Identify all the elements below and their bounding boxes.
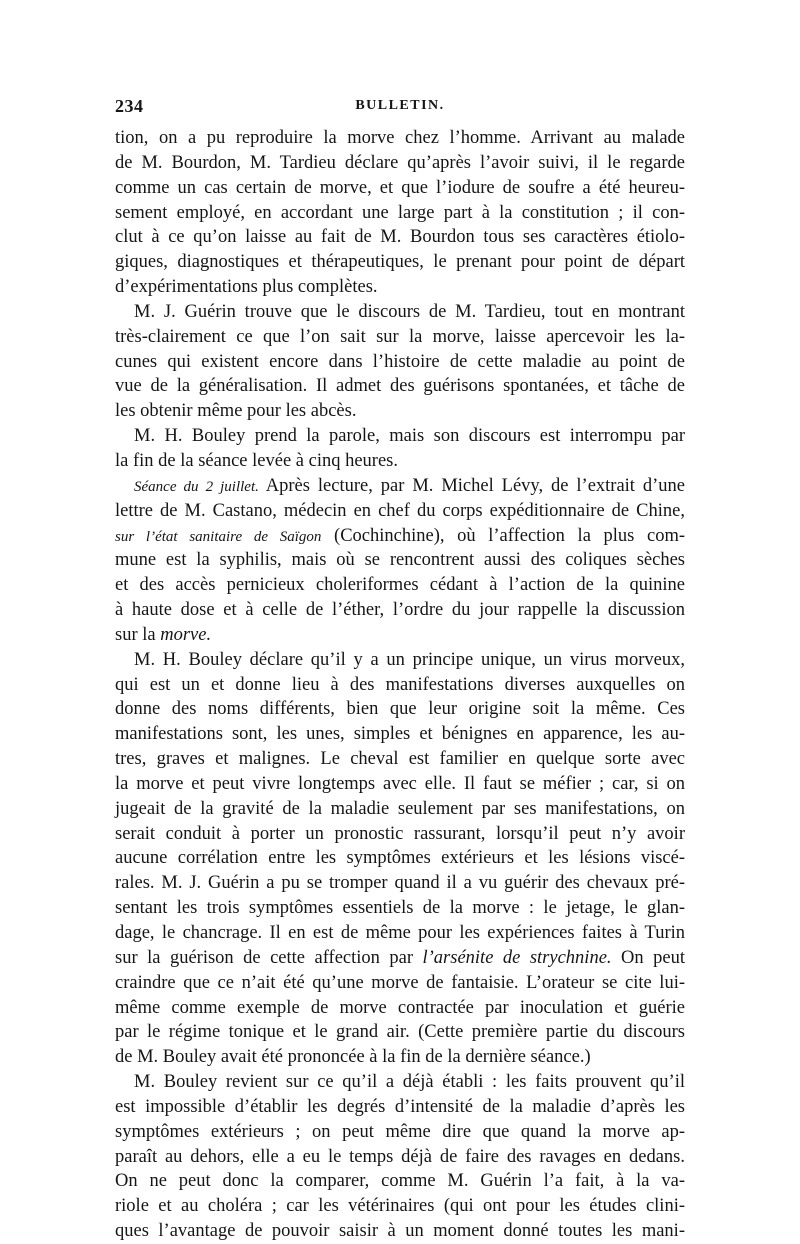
text-line <box>115 350 685 375</box>
text-segment: dage, le chancrage. Il en est de même pour les expériences faites à Turin <box>115 923 685 943</box>
text-line <box>115 573 685 598</box>
text-line <box>115 598 685 623</box>
text-segment: mune est la syphilis, mais où se rencontrent aussi des coliques sèches <box>115 550 685 571</box>
text-line <box>115 225 685 250</box>
text-segment: et des accès pernicieux choleriformes cédant à l’action de la quinine <box>115 575 685 596</box>
text-line <box>115 846 685 871</box>
text-segment: même comme exemple de morve contractée par inoculation et guérie <box>115 997 685 1018</box>
text-line <box>115 996 685 1021</box>
text-segment: (Cochinchine), où l’affection la plus com- <box>321 525 685 546</box>
text-segment: serait conduit à porter un pronostic rassurant, lorsqu’il peut n’y avoir <box>115 823 685 844</box>
text-segment: vue de la généralisation. Il admet des guérisons spontanées, et tâche de <box>115 376 685 397</box>
text-segment: paraît au dehors, elle a eu le temps déjà de faire des ravages en dedans. <box>115 1146 685 1167</box>
running-title: BULLETIN. <box>355 98 445 113</box>
body-text <box>115 126 685 1244</box>
text-line <box>115 424 685 449</box>
text-line <box>115 275 685 300</box>
text-segment: la morve et peut vivre longtemps avec elle. Il faut se méfier ; car, si on <box>115 773 685 794</box>
text-line <box>115 747 685 772</box>
text-segment: cunes qui existent encore dans l’histoire de cette maladie au point de <box>115 351 685 372</box>
text-line <box>115 722 685 747</box>
text-segment: jugeait de la gravité de la maladie seulement par ses manifestations, on <box>115 798 685 819</box>
text-segment: par le régime tonique et le grand air. (Cette première partie du discours <box>115 1022 685 1043</box>
text-line <box>115 1095 685 1120</box>
text-line <box>115 921 685 946</box>
text-segment: symptômes extérieurs ; on peut même dire que quand la morve ap- <box>115 1121 685 1142</box>
text-segment: d’expérimentations plus complètes. <box>115 277 378 298</box>
text-line <box>115 474 685 499</box>
text-segment: les obtenir même pour les abcès. <box>115 401 357 422</box>
text-line <box>115 673 685 698</box>
text-segment: M. H. Bouley déclare qu’il y a un principe unique, un virus morveux, <box>134 649 685 670</box>
text-segment: comme un cas certain de morve, et que l’iodure de soufre a été heureu- <box>115 177 685 198</box>
text-line <box>115 1020 685 1045</box>
text-segment: clut à ce qu’on laisse au fait de M. Bourdon tous ses caractères étiolo- <box>115 227 685 248</box>
text-segment: donne des noms différents, bien que leur origine soit la même. Ces <box>115 699 685 720</box>
text-segment: M. Bouley revient sur ce qu’il a déjà établi : les faits prouvent qu’il <box>134 1072 685 1093</box>
text-segment: de M. Bourdon, M. Tardieu déclare qu’après l’avoir suivi, il le regarde <box>115 152 685 173</box>
text-segment: giques, diagnostiques et thérapeutiques, le prenant pour point de départ <box>115 252 685 273</box>
text-segment: manifestations sont, les unes, simples et bénignes en apparence, les au- <box>115 724 685 745</box>
text-line <box>115 772 685 797</box>
text-line <box>115 524 685 549</box>
text-line <box>115 176 685 201</box>
emphasis-text: l’arsénite de strychnine. <box>422 947 612 968</box>
text-line <box>115 548 685 573</box>
text-segment: M. H. Bouley prend la parole, mais son discours est interrompu par <box>134 426 685 447</box>
text-segment: la fin de la séance levée à cinq heures. <box>115 450 399 471</box>
text-line <box>115 1120 685 1145</box>
text-line <box>115 1070 685 1095</box>
text-segment: On peut <box>611 947 685 968</box>
text-line <box>115 1145 685 1170</box>
text-segment: tres, graves et malignes. Le cheval est familier en quelque sorte avec <box>115 749 685 770</box>
text-line <box>115 449 685 474</box>
text-segment: On ne peut donc la comparer, comme M. Guérin l’a fait, à la va- <box>115 1171 685 1192</box>
text-segment: de M. Bouley avait été prononcée à la fin de la dernière séance.) <box>115 1047 591 1068</box>
text-line <box>115 1045 685 1070</box>
text-line <box>115 822 685 847</box>
text-segment: ques l’avantage de pouvoir saisir à un moment donné toutes les mani- <box>115 1221 685 1242</box>
text-line <box>115 946 685 971</box>
text-segment: riole et au choléra ; car les vétérinaires (qui ont pour les études clini- <box>115 1196 685 1217</box>
text-segment: lettre de M. Castano, médecin en chef du corps expéditionnaire de Chine, <box>115 500 685 521</box>
text-line <box>115 374 685 399</box>
text-line <box>115 648 685 673</box>
page-number: 234 <box>115 96 144 116</box>
text-line <box>115 499 685 524</box>
text-segment: très-clairement ce que l’on sait sur la morve, laisse apercevoir les la- <box>115 326 685 347</box>
text-line <box>115 325 685 350</box>
text-line <box>115 250 685 275</box>
text-segment: sentant les trois symptômes essentiels de la morve : le jetage, le glan- <box>115 898 685 919</box>
emphasis-text: morve. <box>160 624 212 645</box>
text-segment: sement employé, en accordant une large part à la constitution ; il con- <box>115 202 685 223</box>
text-segment: sur la guérison de cette affection par <box>115 947 423 968</box>
emphasis-text: Séance du 2 juillet. <box>134 478 259 495</box>
text-segment: qui est un et donne lieu à des manifestations diverses auxquelles on <box>115 674 685 695</box>
text-line <box>115 896 685 921</box>
text-segment: est impossible d’établir les degrés d’intensité de la maladie d’après les <box>115 1096 685 1117</box>
text-line <box>115 1219 685 1244</box>
text-line <box>115 151 685 176</box>
text-line <box>115 797 685 822</box>
text-segment: M. J. Guérin trouve que le discours de M. Tardieu, tout en montrant <box>134 301 685 322</box>
text-segment: craindre que ce n’ait été qu’une morve de fantaisie. L’orateur se cite lui- <box>115 972 685 993</box>
text-segment: sur la <box>115 624 161 645</box>
text-segment: tion, on a pu reproduire la morve chez l’homme. Arrivant au malade <box>115 128 685 148</box>
document-page <box>115 96 685 1244</box>
text-line <box>115 697 685 722</box>
text-segment: aucune corrélation entre les symptômes extérieurs et les lésions viscé- <box>115 848 685 869</box>
text-line <box>115 871 685 896</box>
text-line <box>115 300 685 325</box>
text-line <box>115 971 685 996</box>
text-segment: à haute dose et à celle de l’éther, l’ordre du jour rappelle la discussion <box>115 600 685 621</box>
text-line <box>115 399 685 424</box>
text-segment: Après lecture, par M. Michel Lévy, de l’extrait d’une <box>258 475 685 496</box>
emphasis-text: sur l’état sanitaire de Saïgon <box>115 528 322 545</box>
text-line <box>115 126 685 151</box>
running-header <box>115 96 685 120</box>
text-line <box>115 1169 685 1194</box>
text-line <box>115 201 685 226</box>
text-line <box>115 1194 685 1219</box>
text-segment: rales. M. J. Guérin a pu se tromper quand il a vu guérir des chevaux pré- <box>115 873 685 894</box>
text-line <box>115 623 685 648</box>
